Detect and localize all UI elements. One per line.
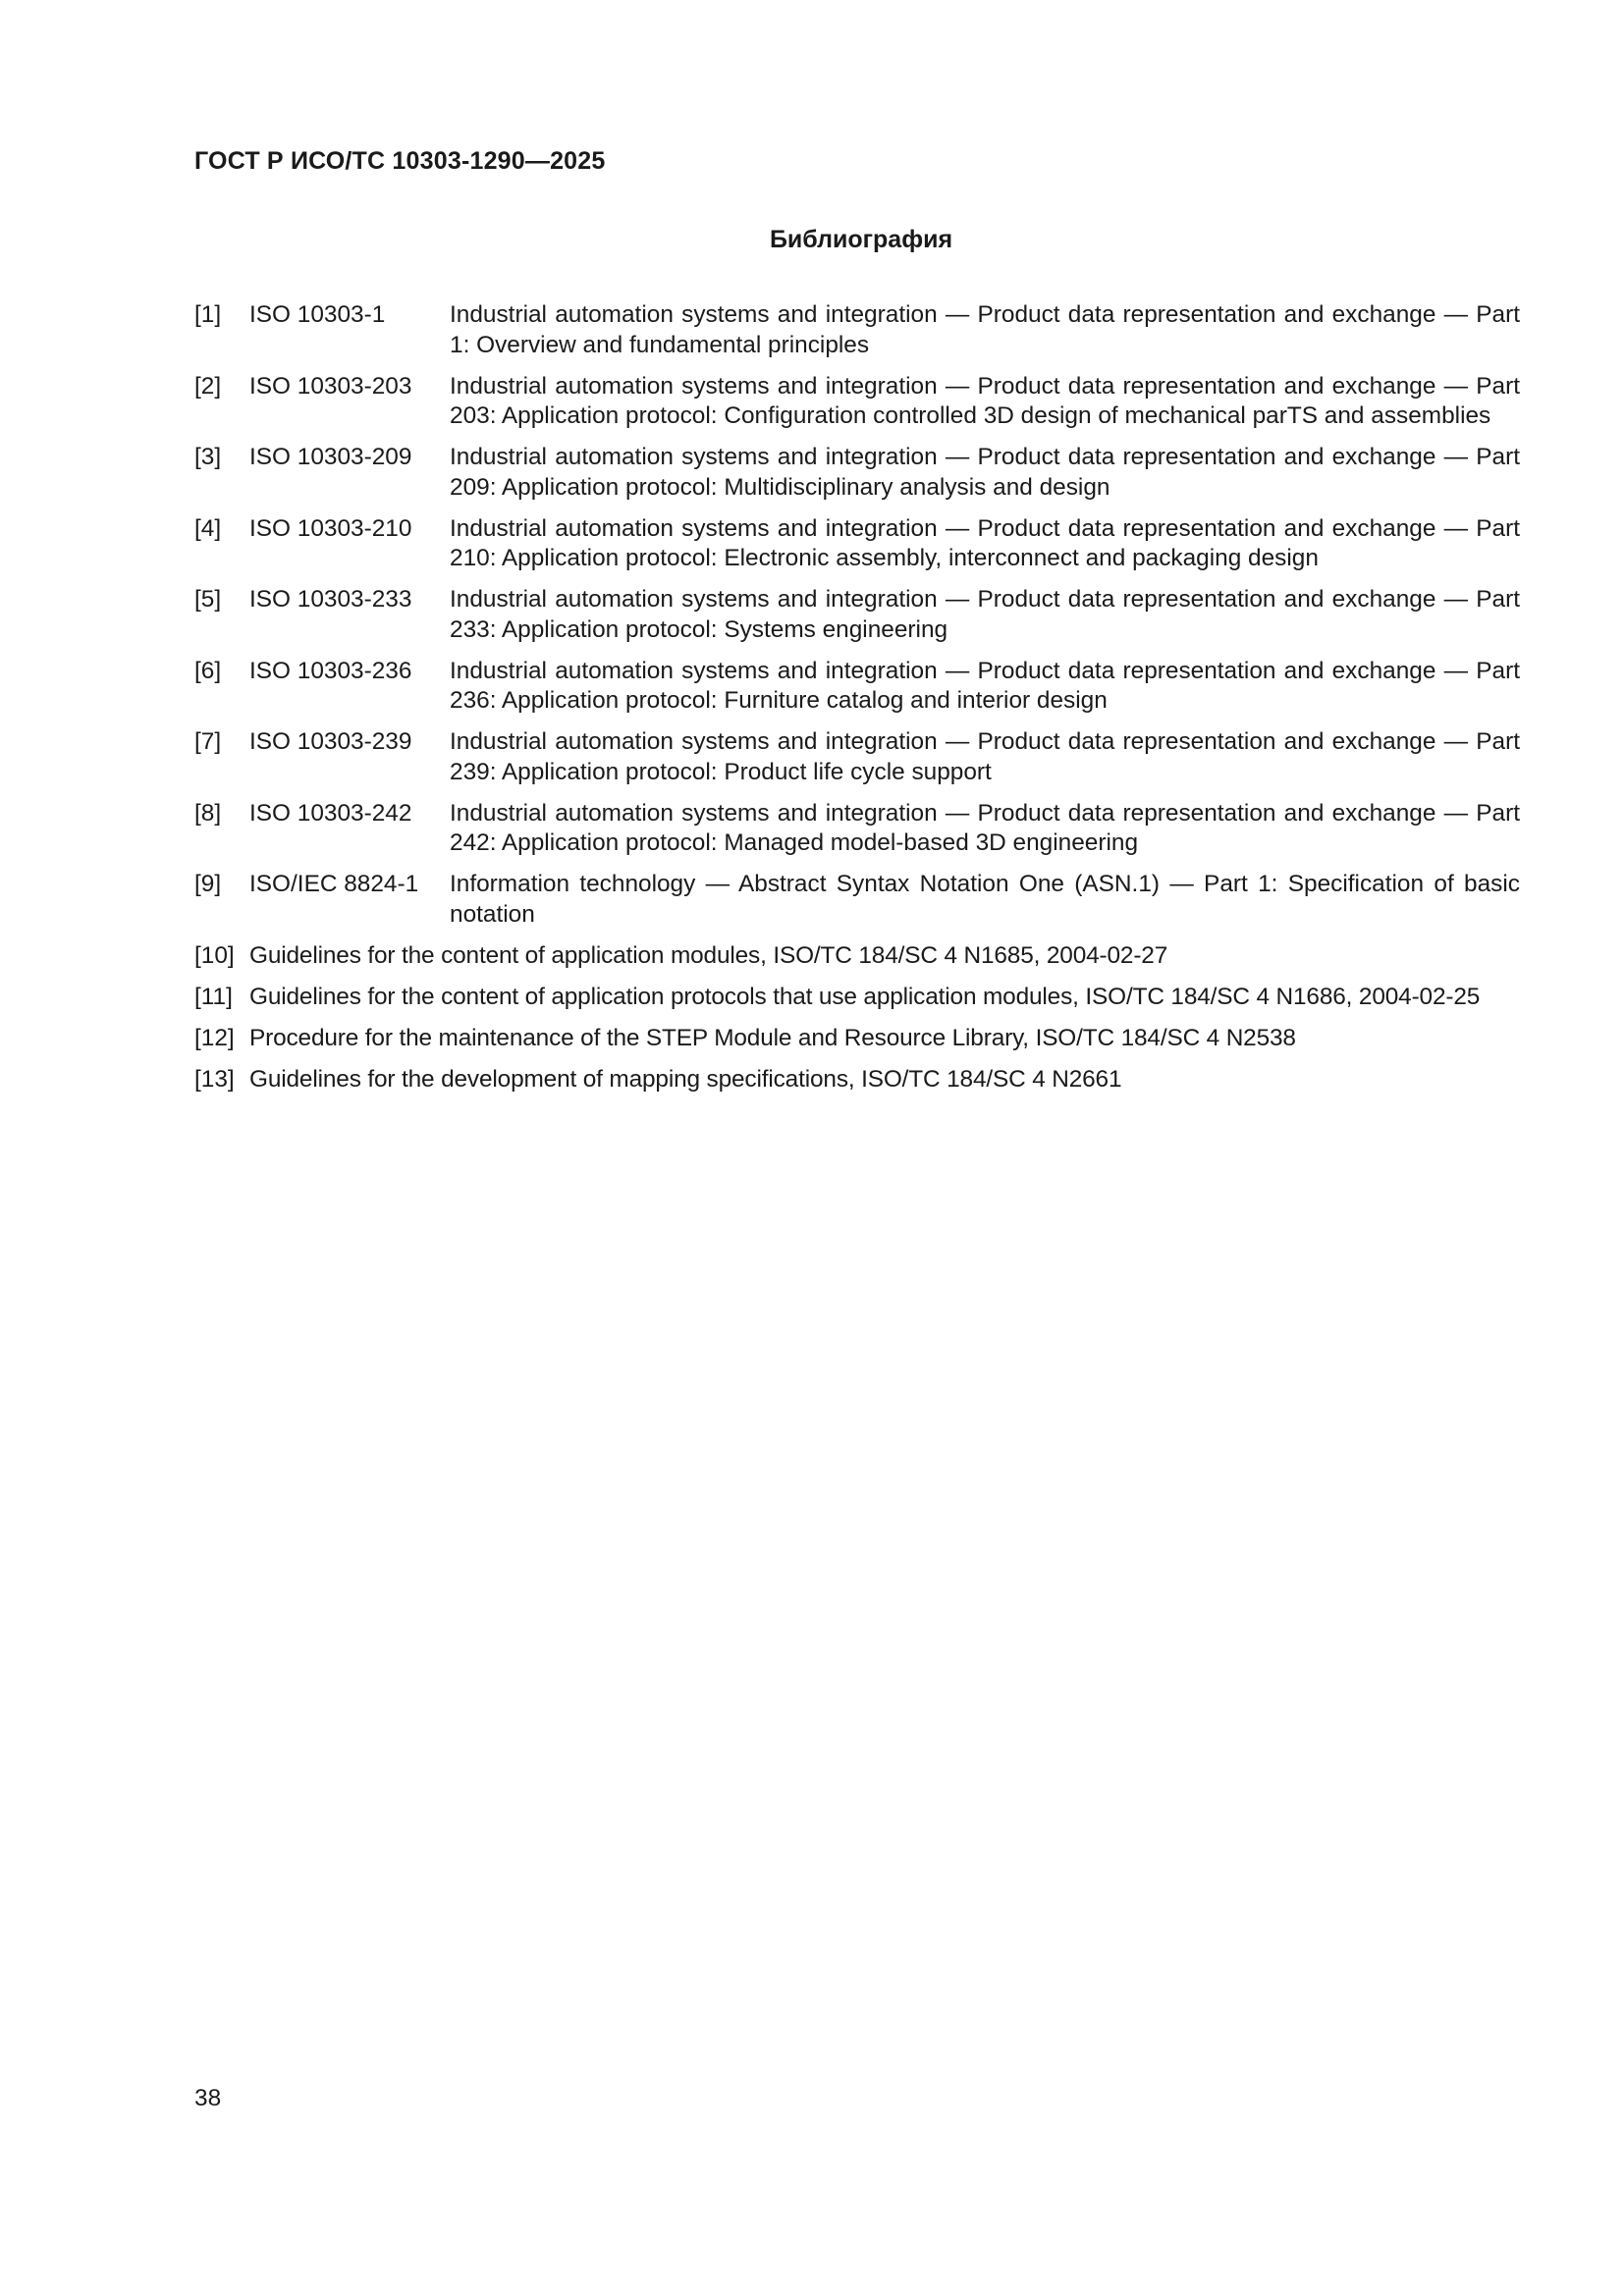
entry-reference: ISO 10303-233 (249, 586, 412, 613)
entry-number: [4] (194, 514, 222, 542)
entry-reference: ISO 10303-209 (249, 444, 412, 470)
entry-title: Guidelines for the development of mapping specifications, ISO/TC 184/SC 4 N2661 (249, 1065, 1122, 1093)
entry-title: Guidelines for the content of application protocols that use application modules, ISO/TC 184/SC 4 N1686, 2004-02-25 (249, 983, 1481, 1010)
entry-title: Industrial automation systems and integration — Product data representation and exchange — Part 239: Application protocol: Product life cycle support (450, 728, 1520, 785)
entry-reference: ISO 10303-203 (249, 372, 412, 400)
entry-number: [5] (194, 586, 222, 613)
entry-title: Industrial automation systems and integration — Product data representation and exchange — Part 236: Application protocol: Furniture catalog and interior design (450, 657, 1520, 714)
entry-title: Industrial automation systems and integration — Product data representation and exchange — Part 242: Application protocol: Managed model-based 3D engineering (450, 799, 1520, 856)
entry-number: [3] (194, 444, 222, 470)
bibliography-entry (194, 372, 1520, 432)
entry-reference: ISO/IEC 8824-1 (249, 871, 419, 897)
bibliography-entry (194, 727, 1520, 787)
entry-title: Industrial automation systems and integration — Product data representation and exchange — Part 233: Application protocol: Systems engineering (450, 586, 1520, 643)
bibliography-entry (194, 443, 1520, 503)
entry-number: [7] (194, 728, 222, 755)
entry-title: Guidelines for the content of application modules, ISO/TC 184/SC 4 N1685, 2004-02-27 (249, 941, 1168, 969)
entry-title: Information technology — Abstract Syntax Notation One (ASN.1) — Part 1: Specification of basic notation (450, 871, 1520, 928)
bibliography-entry (194, 941, 1520, 972)
bibliography-entry (194, 657, 1520, 717)
bibliography-title: Библиография (769, 226, 953, 253)
bibliography-list (194, 300, 1520, 1106)
entry-reference: ISO 10303-210 (249, 514, 412, 542)
bibliography-entry (194, 870, 1520, 930)
entry-title: Industrial automation systems and integration — Product data representation and exchange — Part 203: Application protocol: Configuration controlled 3D design of mechanical parTS and assemblies (450, 372, 1520, 429)
entry-number: [10] (194, 941, 235, 969)
bibliography-entry (194, 585, 1520, 645)
bibliography-entry (194, 1024, 1520, 1054)
entry-number: [9] (194, 871, 222, 897)
bibliography-entry (194, 300, 1520, 360)
document-header: ГОСТ Р ИСО/ТС 10303-1290—2025 (194, 147, 606, 175)
entry-number: [2] (194, 372, 222, 400)
entry-number: [13] (194, 1065, 235, 1093)
entry-number: [11] (194, 983, 233, 1010)
entry-reference: ISO 10303-239 (249, 728, 412, 755)
entry-title: Industrial automation systems and integration — Product data representation and exchange — Part 209: Application protocol: Multidisciplinary analysis and design (450, 444, 1520, 501)
entry-number: [6] (194, 657, 222, 684)
entry-title: Industrial automation systems and integration — Product data representation and exchange — Part 210: Application protocol: Electronic assembly, interconnect and packaging design (450, 514, 1520, 571)
entry-reference: ISO 10303-1 (249, 301, 386, 328)
bibliography-entry (194, 1065, 1520, 1095)
entry-title: Procedure for the maintenance of the STEP Module and Resource Library, ISO/TC 184/SC 4 N2538 (249, 1024, 1296, 1051)
entry-reference: ISO 10303-242 (249, 799, 412, 827)
page-number: 38 (194, 2085, 222, 2111)
entry-number: [8] (194, 799, 222, 827)
entry-title: Industrial automation systems and integration — Product data representation and exchange — Part 1: Overview and fundamental principles (450, 301, 1520, 358)
bibliography-entry (194, 514, 1520, 574)
entry-number: [12] (194, 1024, 235, 1051)
bibliography-entry (194, 983, 1520, 1013)
bibliography-entry (194, 799, 1520, 859)
entry-number: [1] (194, 301, 222, 328)
entry-reference: ISO 10303-236 (249, 657, 412, 684)
